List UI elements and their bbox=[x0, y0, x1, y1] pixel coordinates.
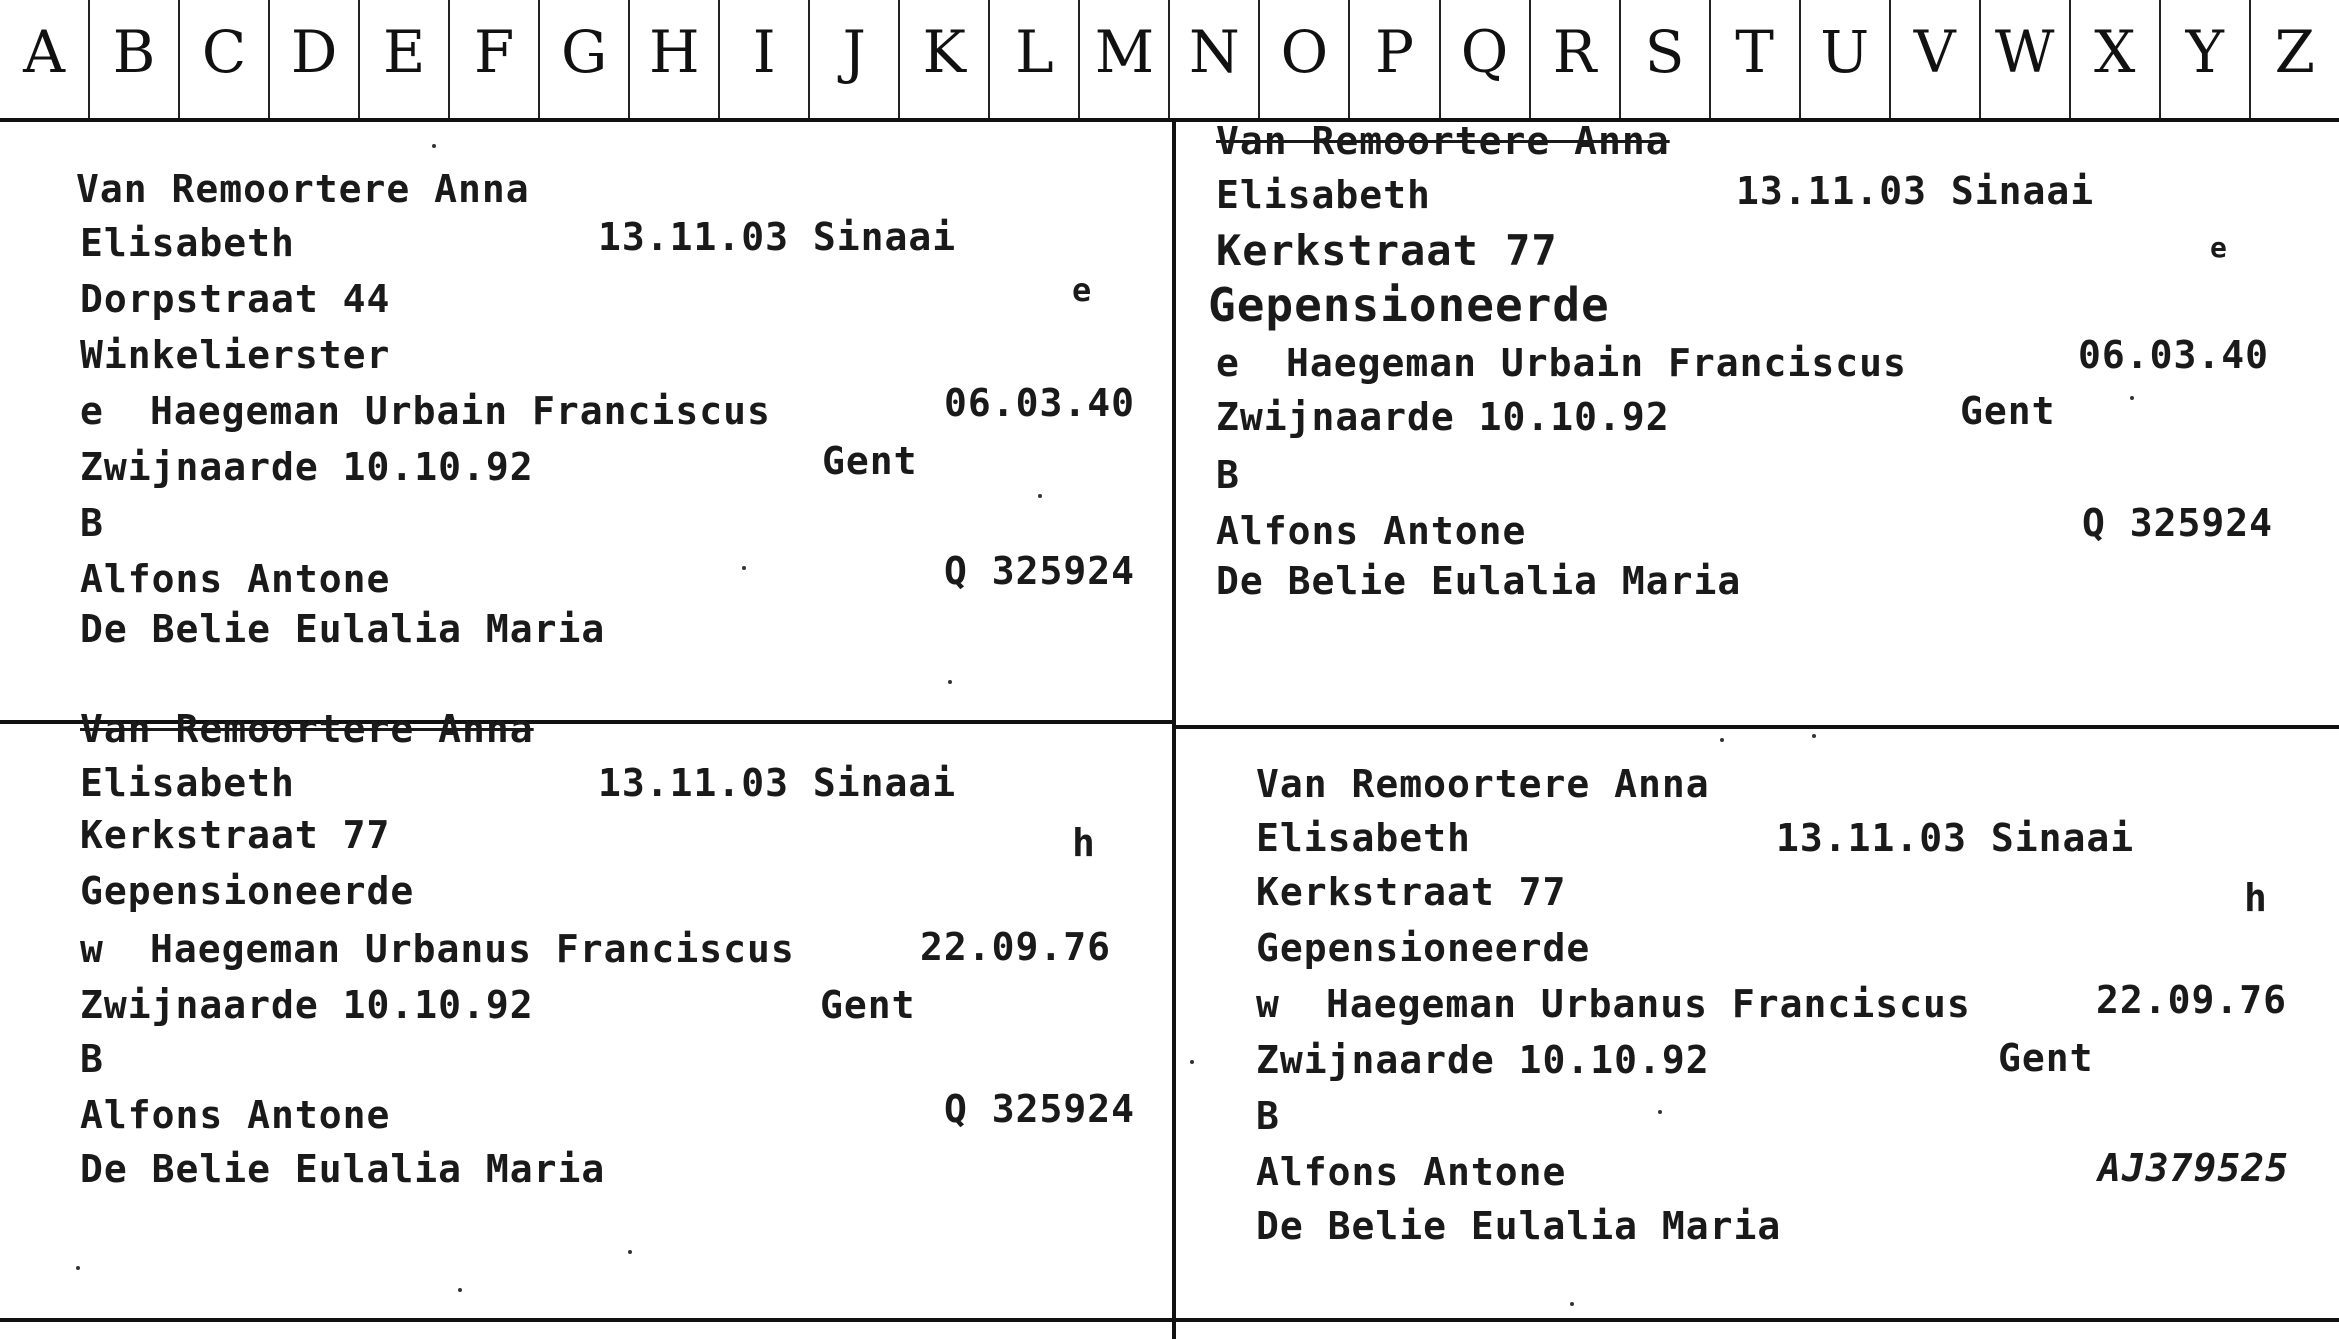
card-given-name: Elisabeth bbox=[1256, 816, 1471, 860]
index-letter-f: F bbox=[450, 0, 540, 118]
index-letter-w: W bbox=[1981, 0, 2071, 118]
index-letter-i: I bbox=[720, 0, 810, 118]
scan-speck bbox=[1038, 494, 1042, 498]
index-letter-c: C bbox=[180, 0, 270, 118]
card-mother: De Belie Eulalia Maria bbox=[1216, 559, 1742, 603]
scan-speck bbox=[458, 1288, 462, 1292]
card-spouse: Haegeman Urbain Franciscus bbox=[150, 389, 771, 433]
index-letter-h: H bbox=[630, 0, 720, 118]
scan-speck bbox=[1190, 1060, 1194, 1064]
card-nationality: B bbox=[1256, 1094, 1280, 1138]
card-father: Alfons Antone bbox=[1216, 509, 1527, 553]
card-id-number: Q 325924 bbox=[944, 549, 1136, 593]
card-top-right bbox=[1176, 119, 2339, 725]
scan-speck bbox=[432, 144, 436, 148]
index-letter-x: X bbox=[2071, 0, 2161, 118]
index-letter-e: E bbox=[360, 0, 450, 118]
card-street: Kerkstraat 77 bbox=[1216, 226, 1558, 275]
card-occupation: Winkelierster bbox=[80, 333, 391, 377]
index-letter-p: P bbox=[1350, 0, 1440, 118]
card-spouse-birth: Zwijnaarde 10.10.92 bbox=[1216, 395, 1670, 439]
card-bottom-left bbox=[0, 707, 1172, 1318]
index-letter-t: T bbox=[1711, 0, 1801, 118]
card-status: h bbox=[1072, 821, 1096, 865]
index-letter-u: U bbox=[1801, 0, 1891, 118]
scan-speck bbox=[76, 1266, 80, 1270]
card-given-name: Elisabeth bbox=[80, 761, 295, 805]
card-top-left bbox=[0, 122, 1172, 720]
card-occupation: Gepensioneerde bbox=[1256, 926, 1591, 970]
card-id-number: Q 325924 bbox=[2082, 501, 2274, 545]
card-spouse-city: Gent bbox=[822, 439, 918, 483]
card-mother: De Belie Eulalia Maria bbox=[1256, 1204, 1782, 1248]
index-letter-r: R bbox=[1531, 0, 1621, 118]
scan-speck bbox=[948, 680, 952, 684]
scan-speck bbox=[742, 566, 746, 570]
bottom-rule bbox=[0, 1318, 2339, 1322]
card-spouse-city: Gent bbox=[820, 983, 916, 1027]
index-letter-n: N bbox=[1170, 0, 1260, 118]
card-status: h bbox=[2244, 876, 2268, 920]
card-spouse-date: 06.03.40 bbox=[944, 381, 1136, 425]
card-spouse-prefix: w bbox=[80, 927, 104, 971]
card-spouse-city: Gent bbox=[1998, 1036, 2094, 1080]
card-id-number: Q 325924 bbox=[944, 1087, 1136, 1131]
scan-speck bbox=[628, 1250, 632, 1254]
card-spouse-birth: Zwijnaarde 10.10.92 bbox=[1256, 1038, 1710, 1082]
card-street: Kerkstraat 77 bbox=[1256, 870, 1567, 914]
card-spouse-date: 22.09.76 bbox=[920, 925, 1112, 969]
card-spouse-city: Gent bbox=[1960, 389, 2056, 433]
scan-speck bbox=[1812, 734, 1816, 738]
index-letter-a: A bbox=[0, 0, 90, 118]
card-nationality: B bbox=[80, 501, 104, 545]
card-spouse-prefix: e bbox=[1216, 341, 1240, 385]
card-father: Alfons Antone bbox=[1256, 1150, 1567, 1194]
card-birth: 13.11.03 Sinaai bbox=[1736, 169, 2095, 213]
card-status: e bbox=[1072, 271, 1093, 309]
index-letter-s: S bbox=[1621, 0, 1711, 118]
card-name: Van Remoortere Anna bbox=[76, 167, 530, 211]
card-id-number: AJ379525 bbox=[2098, 1146, 2290, 1190]
card-nationality: B bbox=[80, 1037, 104, 1081]
index-letter-k: K bbox=[900, 0, 990, 118]
scan-speck bbox=[1658, 1110, 1662, 1114]
index-letter-g: G bbox=[540, 0, 630, 118]
card-spouse-birth: Zwijnaarde 10.10.92 bbox=[80, 445, 534, 489]
index-letter-o: O bbox=[1260, 0, 1350, 118]
alphabet-index-row bbox=[0, 0, 2339, 122]
scan-speck bbox=[1720, 738, 1724, 742]
card-name: Van Remoortere Anna bbox=[1256, 762, 1710, 806]
index-letter-y: Y bbox=[2161, 0, 2251, 118]
card-birth: 13.11.03 Sinaai bbox=[1776, 816, 2135, 860]
index-letter-b: B bbox=[90, 0, 180, 118]
card-spouse-prefix: w bbox=[1256, 982, 1280, 1026]
scan-speck bbox=[1570, 1302, 1574, 1306]
card-birth: 13.11.03 Sinaai bbox=[598, 761, 957, 805]
index-letter-j: J bbox=[810, 0, 900, 118]
card-name: Van Remoortere Anna bbox=[80, 707, 534, 751]
card-spouse-date: 22.09.76 bbox=[2096, 978, 2288, 1022]
card-mother: De Belie Eulalia Maria bbox=[80, 1147, 606, 1191]
index-letter-m: M bbox=[1080, 0, 1170, 118]
index-letter-z: Z bbox=[2274, 18, 2315, 86]
card-given-name: Elisabeth bbox=[1216, 173, 1431, 217]
index-letter-q: Q bbox=[1441, 0, 1531, 118]
index-letter-v: V bbox=[1891, 0, 1981, 118]
card-street: Dorpstraat 44 bbox=[80, 277, 391, 321]
card-spouse: Haegeman Urbain Franciscus bbox=[1286, 341, 1907, 385]
card-birth: 13.11.03 Sinaai bbox=[598, 215, 957, 259]
card-name: Van Remoortere Anna bbox=[1216, 119, 1670, 163]
index-letter-l: L bbox=[990, 0, 1080, 118]
card-spouse: Haegeman Urbanus Franciscus bbox=[1326, 982, 1971, 1026]
card-father: Alfons Antone bbox=[80, 557, 391, 601]
card-spouse: Haegeman Urbanus Franciscus bbox=[150, 927, 795, 971]
card-spouse-date: 06.03.40 bbox=[2078, 333, 2270, 377]
index-letter-d: D bbox=[270, 0, 360, 118]
card-spouse-prefix: e bbox=[80, 389, 104, 433]
card-given-name: Elisabeth bbox=[80, 221, 295, 265]
card-father: Alfons Antone bbox=[80, 1093, 391, 1137]
card-spouse-birth: Zwijnaarde 10.10.92 bbox=[80, 983, 534, 1027]
card-occupation: Gepensioneerde bbox=[80, 869, 415, 913]
card-street: Kerkstraat 77 bbox=[80, 813, 391, 857]
card-status: e bbox=[2210, 231, 2228, 264]
scan-speck bbox=[2130, 396, 2134, 400]
card-occupation: Gepensioneerde bbox=[1208, 278, 1610, 332]
card-bottom-right bbox=[1176, 729, 2339, 1318]
card-nationality: B bbox=[1216, 453, 1240, 497]
card-mother: De Belie Eulalia Maria bbox=[80, 607, 606, 651]
